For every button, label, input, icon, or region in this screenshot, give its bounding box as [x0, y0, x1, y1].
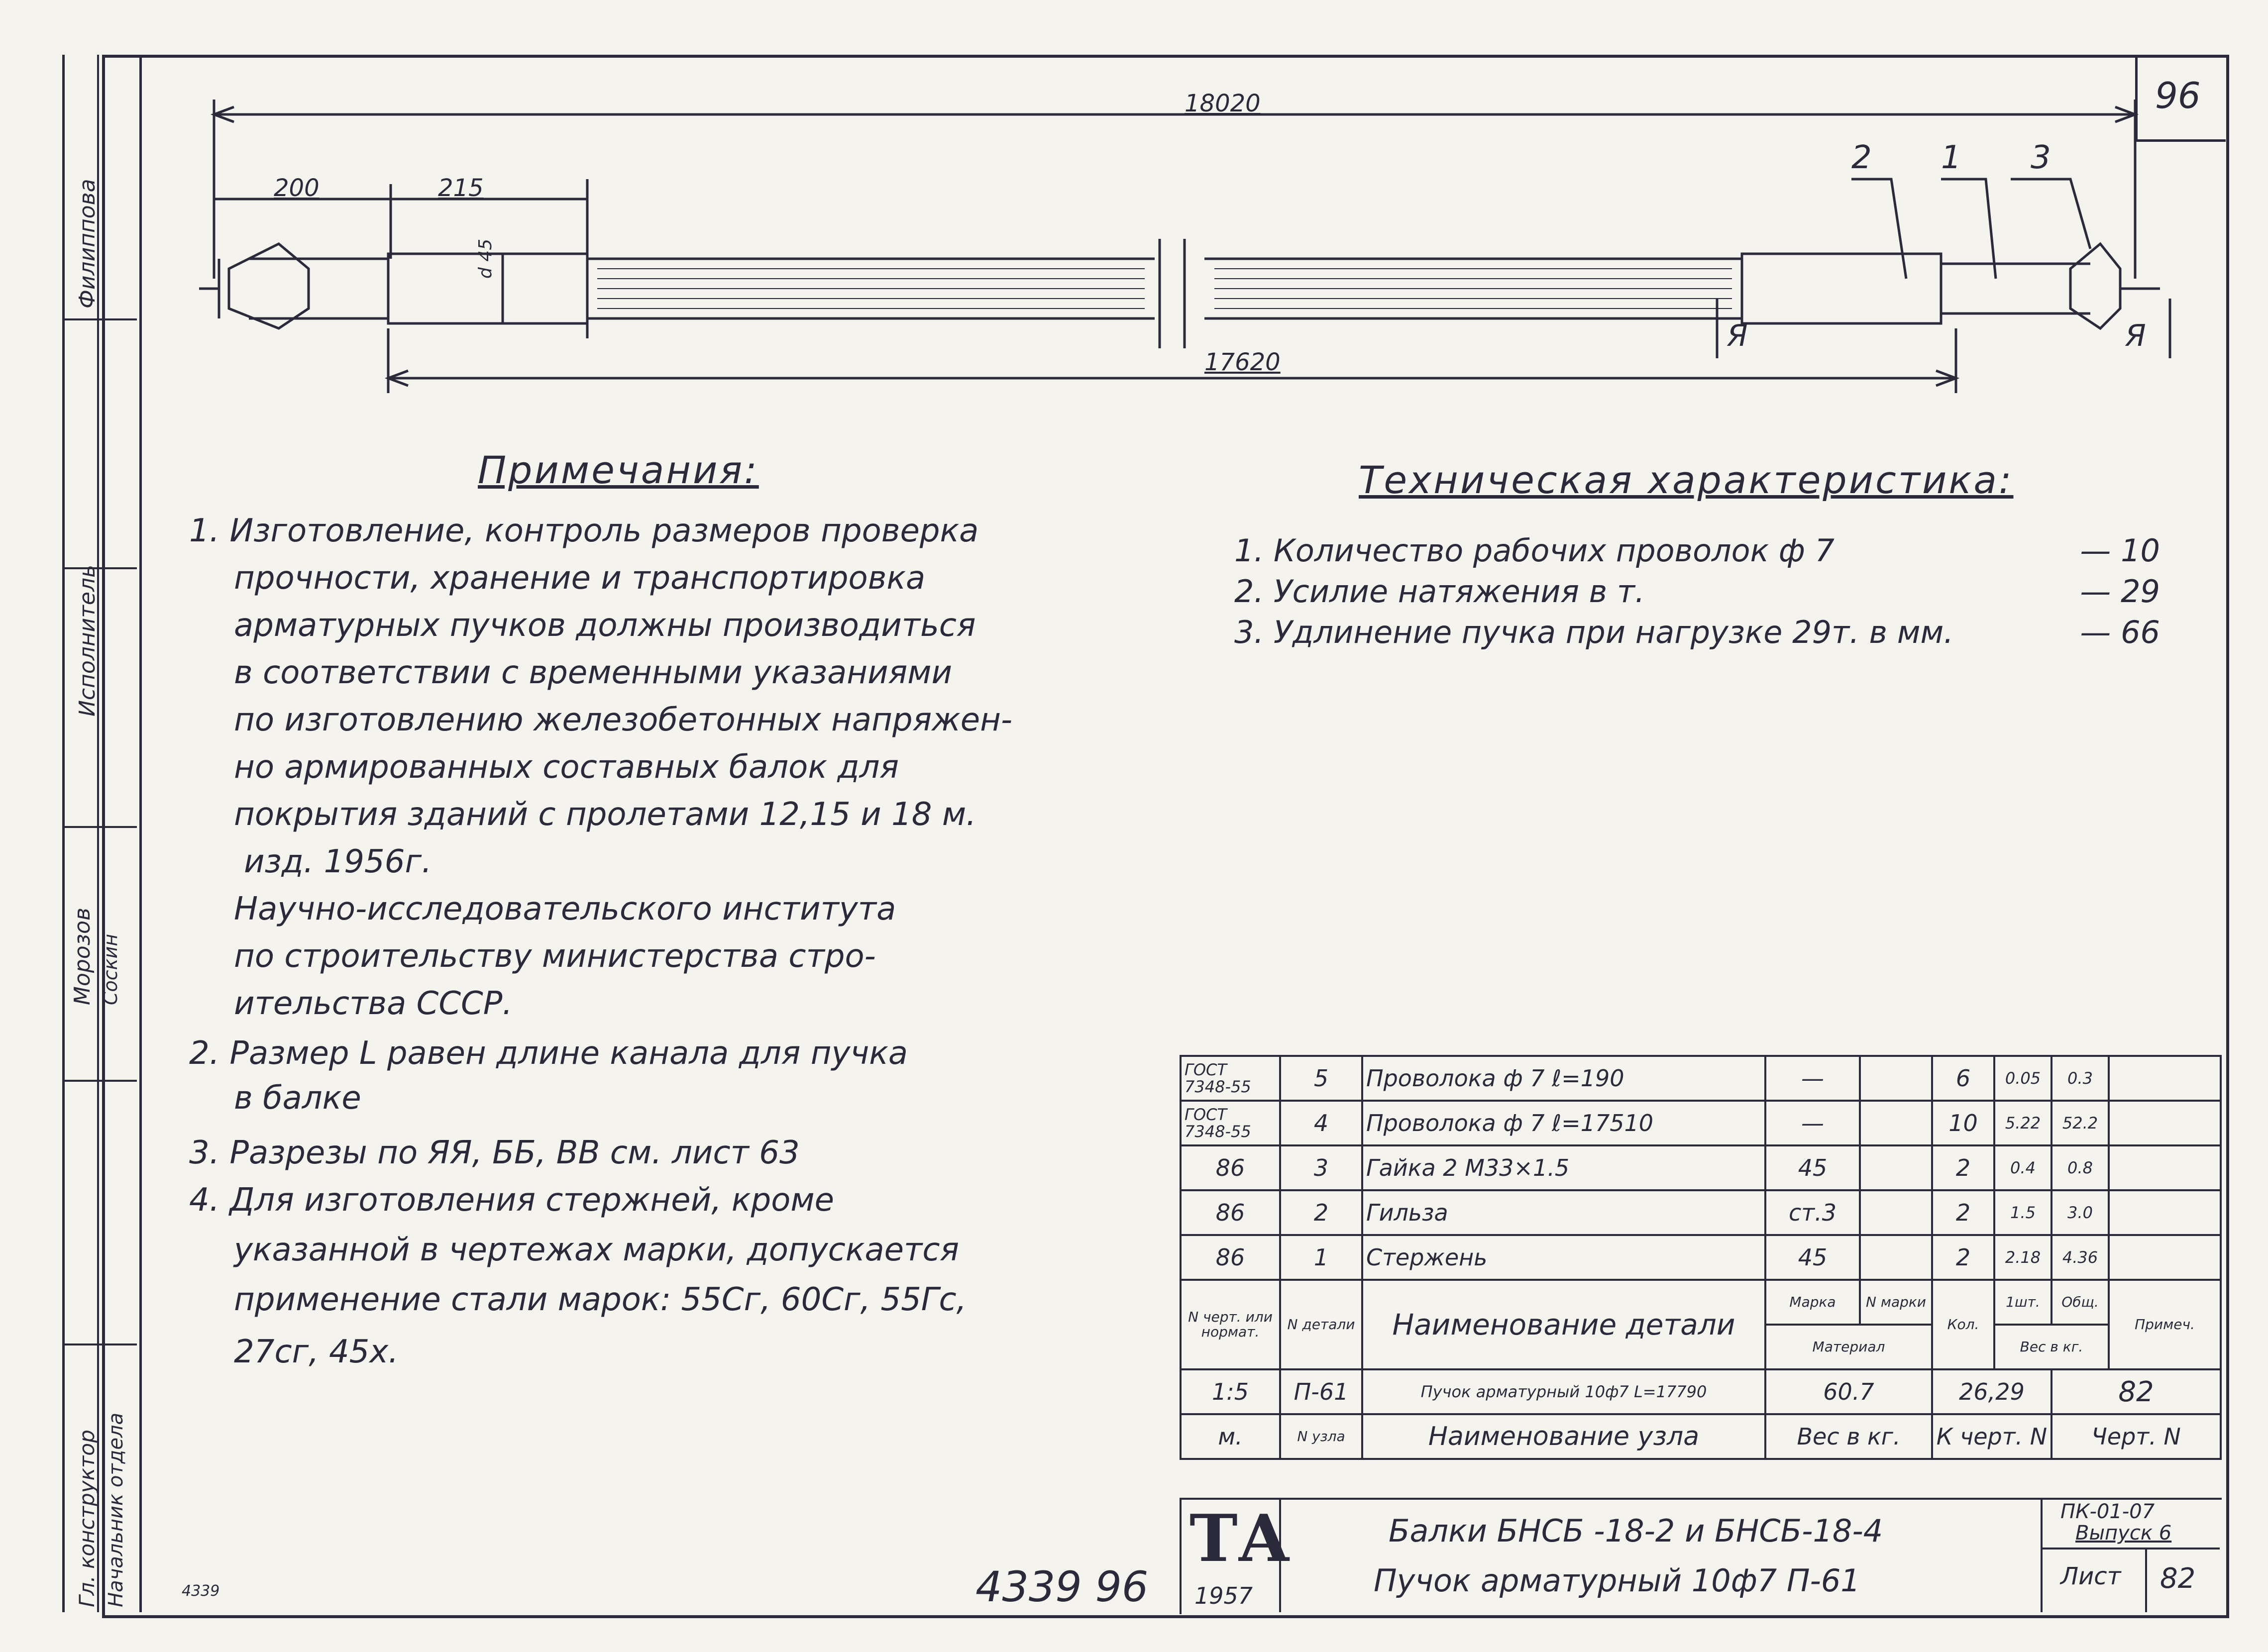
assembly-header-scale: м. — [1181, 1414, 1280, 1459]
assembly-row — [1181, 1369, 2221, 1414]
tech-item-text: 2. Усилие натяжения в т. — [1234, 573, 1645, 610]
logo-year: 1957 — [1194, 1582, 1253, 1609]
cell-num: 5 — [1280, 1056, 1362, 1101]
logo: ТА — [1189, 1500, 1291, 1576]
tech-item — [1234, 614, 2160, 655]
cell-note — [2109, 1056, 2221, 1101]
header-material: Материал — [1765, 1325, 1932, 1369]
cell-note — [2109, 1145, 2221, 1190]
cell-name: Проволока ф 7 ℓ=17510 — [1362, 1101, 1765, 1145]
cell-num: 1 — [1280, 1235, 1362, 1280]
assembly-header-ref-sheet: К черт. N — [1932, 1414, 2052, 1459]
header-qty: Кол. — [1932, 1280, 1994, 1369]
side-label-chief: Гл. конструктор — [75, 1430, 99, 1607]
assembly-weight: 60.7 — [1765, 1369, 1932, 1414]
tech-item-value: — 10 — [2080, 532, 2160, 569]
assembly-scale: 1:5 — [1181, 1369, 1280, 1414]
cell-mark: — — [1765, 1056, 1860, 1101]
table-row — [1181, 1056, 2221, 1101]
tech-item — [1234, 573, 2160, 614]
cell-w1: 2.18 — [1994, 1235, 2052, 1280]
side-label-morozov: Морозов — [70, 908, 95, 1005]
note-line: изд. 1956г. — [244, 843, 432, 880]
dim-200: 200 — [274, 174, 320, 202]
cell-ref: 86 — [1181, 1145, 1280, 1190]
table-row — [1181, 1101, 2221, 1145]
table-row — [1181, 1145, 2221, 1190]
cell-name: Стержень — [1362, 1235, 1765, 1280]
callout-2: 2 — [1851, 139, 1872, 176]
header-w1: 1шт. — [1994, 1280, 2052, 1325]
assembly-sheet: 82 — [2052, 1369, 2221, 1414]
tech-item — [1234, 532, 2160, 573]
cell-num: 2 — [1280, 1190, 1362, 1235]
cell-w1: 1.5 — [1994, 1190, 2052, 1235]
title-line-2: Пучок арматурный 10ф7 П-61 — [1374, 1562, 1860, 1599]
tech-title: Техническая характеристика: — [1359, 458, 2014, 502]
cell-ref: 86 — [1181, 1190, 1280, 1235]
cell-num: 3 — [1280, 1145, 1362, 1190]
callout-3: 3 — [2031, 139, 2051, 176]
cell-qty: 2 — [1932, 1190, 1994, 1235]
cell-mark: 45 — [1765, 1145, 1860, 1190]
dim-total: 18020 — [1185, 90, 1261, 117]
table-row — [1181, 1190, 2221, 1235]
note-line: в соответствии с временными указаниями — [234, 654, 953, 691]
note-line: арматурных пучков должны производиться — [234, 607, 976, 644]
cell-qty: 6 — [1932, 1056, 1994, 1101]
tech-item-value: — 29 — [2080, 573, 2160, 610]
cell-ref: 86 — [1181, 1235, 1280, 1280]
cell-w1: 0.05 — [1994, 1056, 2052, 1101]
note-line: но армированных составных балок для — [234, 749, 899, 786]
header-wt: Общ. — [2052, 1280, 2109, 1325]
series-code: ПК-01-07 — [2060, 1500, 2155, 1523]
callout-1: 1 — [1941, 139, 1961, 176]
cell-qty: 2 — [1932, 1235, 1994, 1280]
cell-wt: 3.0 — [2052, 1190, 2109, 1235]
sheet-sep — [2145, 1548, 2147, 1612]
note-line: применение стали марок: 55Сг, 60Сг, 55Гс, — [234, 1281, 967, 1318]
cell-mark: 45 — [1765, 1235, 1860, 1280]
cell-wt: 52.2 — [2052, 1101, 2109, 1145]
assembly-name: Пучок арматурный 10ф7 L=17790 — [1362, 1369, 1765, 1414]
note-line: по строительству министерства стро- — [234, 938, 876, 975]
small-mark: 4339 — [182, 1582, 220, 1600]
cell-mark: ст.3 — [1765, 1190, 1860, 1235]
notes-title: Примечания: — [478, 448, 759, 492]
header-note: Примеч. — [2109, 1280, 2221, 1369]
cell-ref: ГОСТ 7348-55 — [1181, 1056, 1280, 1101]
cell-mat — [1860, 1235, 1932, 1280]
side-label-filippova: Филиппова — [75, 179, 100, 309]
cell-mat — [1860, 1056, 1932, 1101]
specification-table — [1180, 1055, 2222, 1460]
note-line: 27сг, 45х. — [234, 1334, 399, 1370]
note-line: 4. Для изготовления стержней, кроме — [189, 1182, 834, 1219]
tech-item-text: 3. Удлинение пучка при нагрузке 29т. в мм. — [1234, 614, 1954, 650]
cell-note — [2109, 1235, 2221, 1280]
table-header-row — [1181, 1280, 2221, 1325]
note-line: ительства СССР. — [234, 985, 513, 1022]
tech-item-text: 1. Количество рабочих проволок ф 7 — [1234, 532, 1835, 569]
stamp-number: 4339 96 — [975, 1562, 1149, 1611]
header-mark: Марка — [1765, 1280, 1860, 1325]
header-ref: N черт. или нормат. — [1181, 1280, 1280, 1369]
cell-name: Гильза — [1362, 1190, 1765, 1235]
assembly-ref-sheet: 26,29 — [1932, 1369, 2052, 1414]
cell-name: Гайка 2 М33×1.5 — [1362, 1145, 1765, 1190]
series-issue: Выпуск 6 — [2075, 1522, 2172, 1545]
note-line: 1. Изготовление, контроль размеров проверка — [189, 513, 979, 549]
dim-lower: 17620 — [1204, 348, 1281, 376]
cell-mat — [1860, 1190, 1932, 1235]
cell-wt: 0.3 — [2052, 1056, 2109, 1101]
note-line: по изготовлению железобетонных напряжен- — [234, 702, 1013, 738]
title-line-1: Балки БНСБ -18-2 и БНСБ-18-4 — [1389, 1513, 1883, 1549]
section-mark-left: Я — [1727, 318, 1748, 353]
header-mark-n: N марки — [1860, 1280, 1932, 1325]
assembly-header-sheet: Черт. N — [2052, 1414, 2221, 1459]
side-label-head: Начальник отдела — [105, 1412, 127, 1607]
sheet-num: 82 — [2160, 1562, 2196, 1595]
cell-qty: 2 — [1932, 1145, 1994, 1190]
cell-mat — [1860, 1145, 1932, 1190]
cell-note — [2109, 1101, 2221, 1145]
note-line: Научно-исследовательского института — [234, 891, 896, 928]
assembly-header-node: N узла — [1280, 1414, 1362, 1459]
cell-ref: ГОСТ 7348-55 — [1181, 1101, 1280, 1145]
header-weight: Вес в кг. — [1994, 1325, 2109, 1369]
note-line: указанной в чертежах марки, допускается — [234, 1232, 959, 1268]
cell-mark: — — [1765, 1101, 1860, 1145]
cell-name: Проволока ф 7 ℓ=190 — [1362, 1056, 1765, 1101]
header-name: Наименование детали — [1362, 1280, 1765, 1369]
side-label-soskin: Соскин — [100, 933, 121, 1005]
assembly-header-weight: Вес в кг. — [1765, 1414, 1932, 1459]
dim-diameter: d 45 — [475, 238, 496, 279]
section-mark-right: Я — [2125, 318, 2146, 353]
cell-w1: 5.22 — [1994, 1101, 2052, 1145]
dim-215: 215 — [438, 174, 484, 202]
cell-wt: 4.36 — [2052, 1235, 2109, 1280]
side-label-executor: Исполнитель — [75, 564, 100, 717]
cell-w1: 0.4 — [1994, 1145, 2052, 1190]
table-row — [1181, 1235, 2221, 1280]
cell-num: 4 — [1280, 1101, 1362, 1145]
assembly-header-row — [1181, 1414, 2221, 1459]
note-line: 2. Размер L равен длине канала для пучка — [189, 1035, 908, 1072]
tech-item-value: — 66 — [2080, 614, 2160, 650]
series-sep — [2041, 1548, 2220, 1549]
tech-list — [1234, 532, 2160, 655]
cell-wt: 0.8 — [2052, 1145, 2109, 1190]
sheet-number-top: 96 — [2155, 75, 2201, 116]
header-num: N детали — [1280, 1280, 1362, 1369]
sheet-label: Лист — [2060, 1562, 2121, 1590]
note-line: прочности, хранение и транспортировка — [234, 560, 926, 597]
note-line: покрытия зданий с пролетами 12,15 и 18 м. — [234, 796, 976, 833]
cell-qty: 10 — [1932, 1101, 1994, 1145]
note-line: в балке — [234, 1080, 361, 1117]
note-line: 3. Разрезы по ЯЯ, ББ, ВВ см. лист 63 — [189, 1135, 800, 1171]
assembly-node: П-61 — [1280, 1369, 1362, 1414]
assembly-header-name: Наименование узла — [1362, 1414, 1765, 1459]
cell-note — [2109, 1190, 2221, 1235]
cell-mat — [1860, 1101, 1932, 1145]
